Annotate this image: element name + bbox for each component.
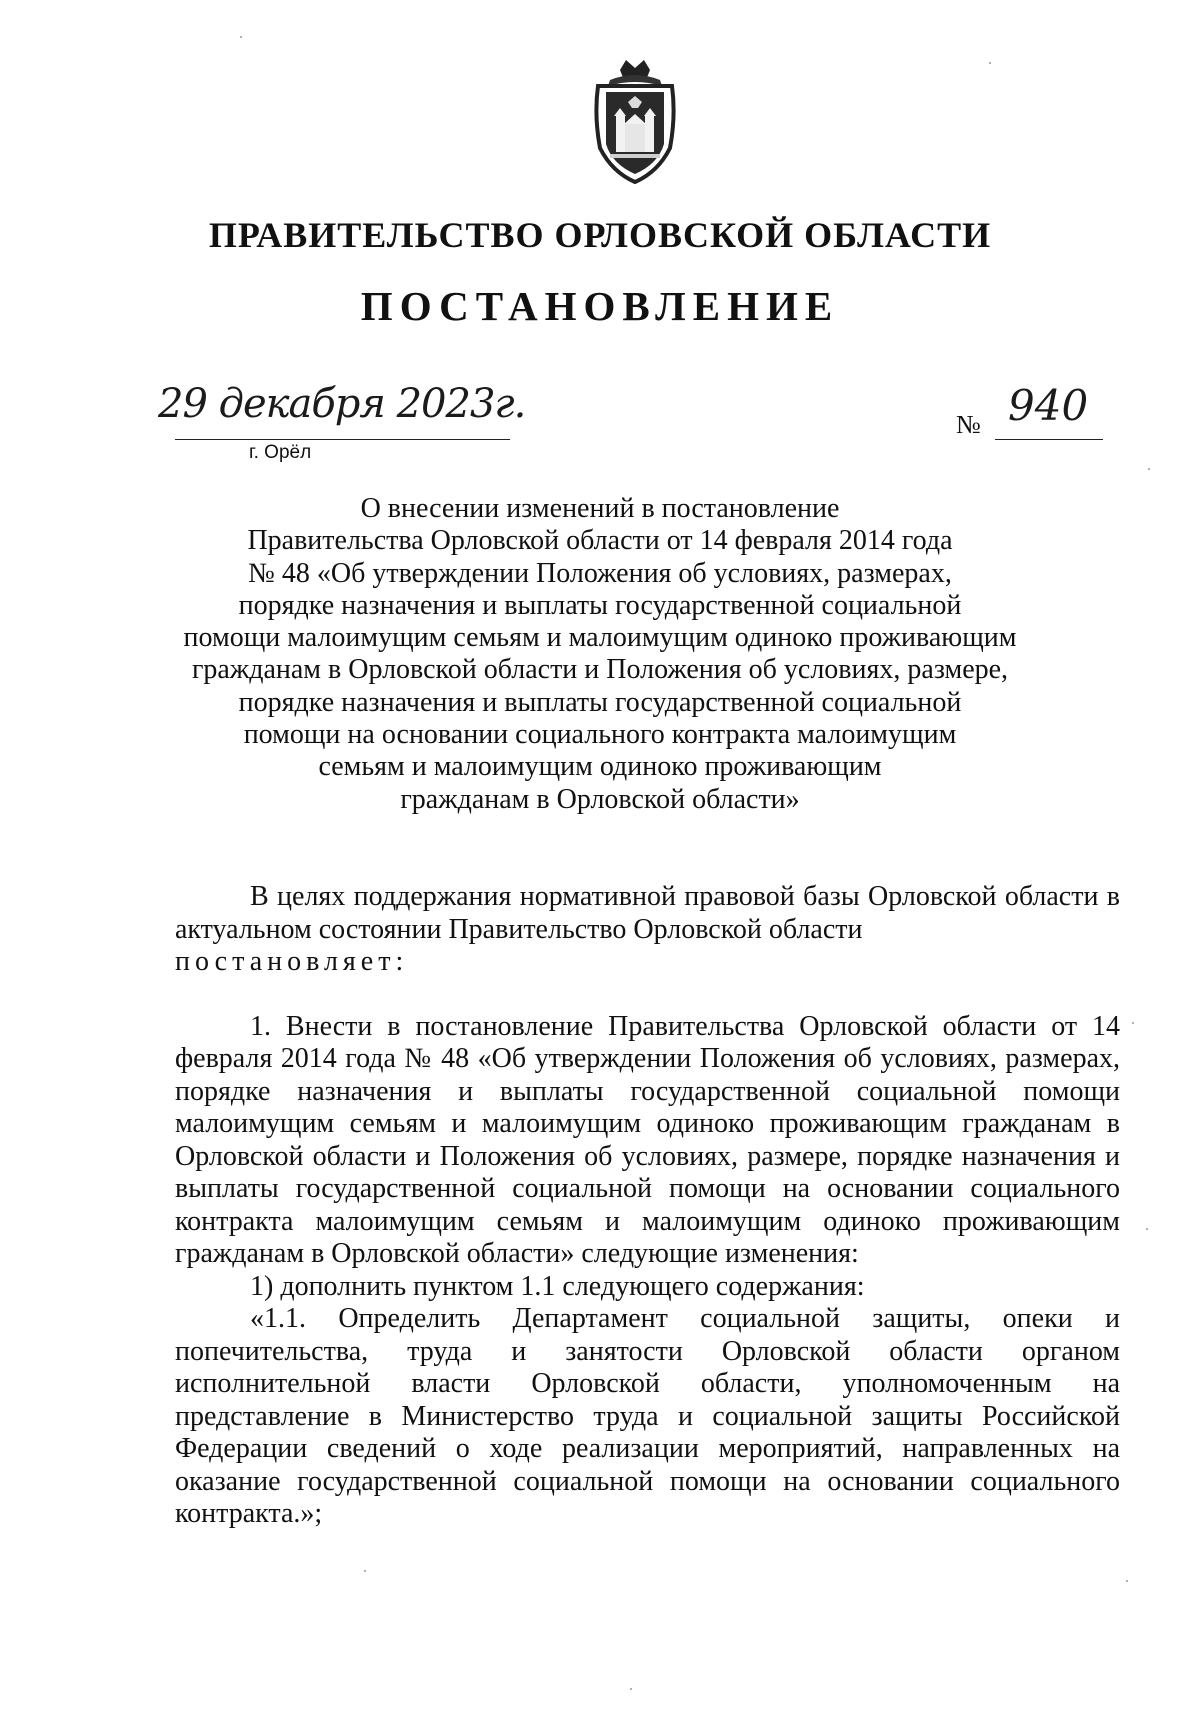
item-1-paragraph: 1. Внести в постановление Правительства Орловской области от 14 февраля 2014 года № 48 «Об утверждении Положения об условиях, размерах, порядке назначения и выплаты государственной социальной помощи малоимущим семьям и малоимущим одиноко проживающим гражданам в Орловской области и Положения об условиях, размере, порядке назначения и выплаты государственной социальной помощи на основании социального контракта малоимущим семьям и малоимущим одиноко проживающим гражданам в Орловской области» следующие изменения: — [175, 1010, 1120, 1269]
scan-speck — [1148, 468, 1150, 470]
number-handwritten: 940 — [1008, 381, 1089, 430]
date-handwritten: 29 декабря 2023г. — [158, 381, 526, 427]
scan-speck — [364, 1570, 366, 1572]
document-type-title: ПОСТАНОВЛЕНИЕ — [360, 283, 840, 329]
resolution-subject: О внесении изменений в постановление Правительства Орловской области от 14 февраля 2014 года № 48 «Об утверждении Положения об условиях, размерах, порядке назначения и выплаты государственной социальной помощи малоимущим семьям и малоимущим одиноко проживающим гражданам в Орловской области и Положения об условиях, размере, порядке назначения и выплаты государственной социальной помощи на основании социального контракта малоимущим семьям и малоимущим одиноко проживающим гражданам в Орловской области» — [183, 493, 1017, 815]
date-underline — [175, 439, 510, 440]
city-label: г. Орёл — [249, 442, 312, 463]
scan-speck — [989, 62, 991, 64]
scan-speck — [1146, 1228, 1148, 1230]
quoted-amendment-paragraph: «1.1. Определить Департамент социальной защиты, опеки и попечительства, труда и занятости Орловской области органом исполнительной власти Орловской области, уполномоченным на представление в Министерство труда и социальной защиты Российской Федерации сведений о ходе реализации мероприятий, направленных на оказание государственной социальной помощи на основании социального контракта.»; — [175, 1303, 1120, 1529]
coat-of-arms-icon — [590, 56, 680, 186]
scan-speck — [240, 36, 242, 38]
scan-speck — [630, 1688, 632, 1690]
preamble-paragraph: В целях поддержания нормативной правовой базы Орловской области в актуальном состоянии Правительство Орловской области — [175, 881, 1120, 945]
resolution-body — [175, 881, 1120, 1531]
item-1-1-paragraph: 1) дополнить пунктом 1.1 следующего содержания: — [250, 1270, 865, 1302]
scan-speck — [1126, 1580, 1128, 1582]
number-label: № — [956, 410, 981, 439]
scan-speck — [1132, 1022, 1134, 1024]
number-underline — [995, 439, 1103, 440]
resolves-word: постановляет: — [175, 946, 409, 977]
organization-title: ПРАВИТЕЛЬСТВО ОРЛОВСКОЙ ОБЛАСТИ — [208, 215, 992, 255]
